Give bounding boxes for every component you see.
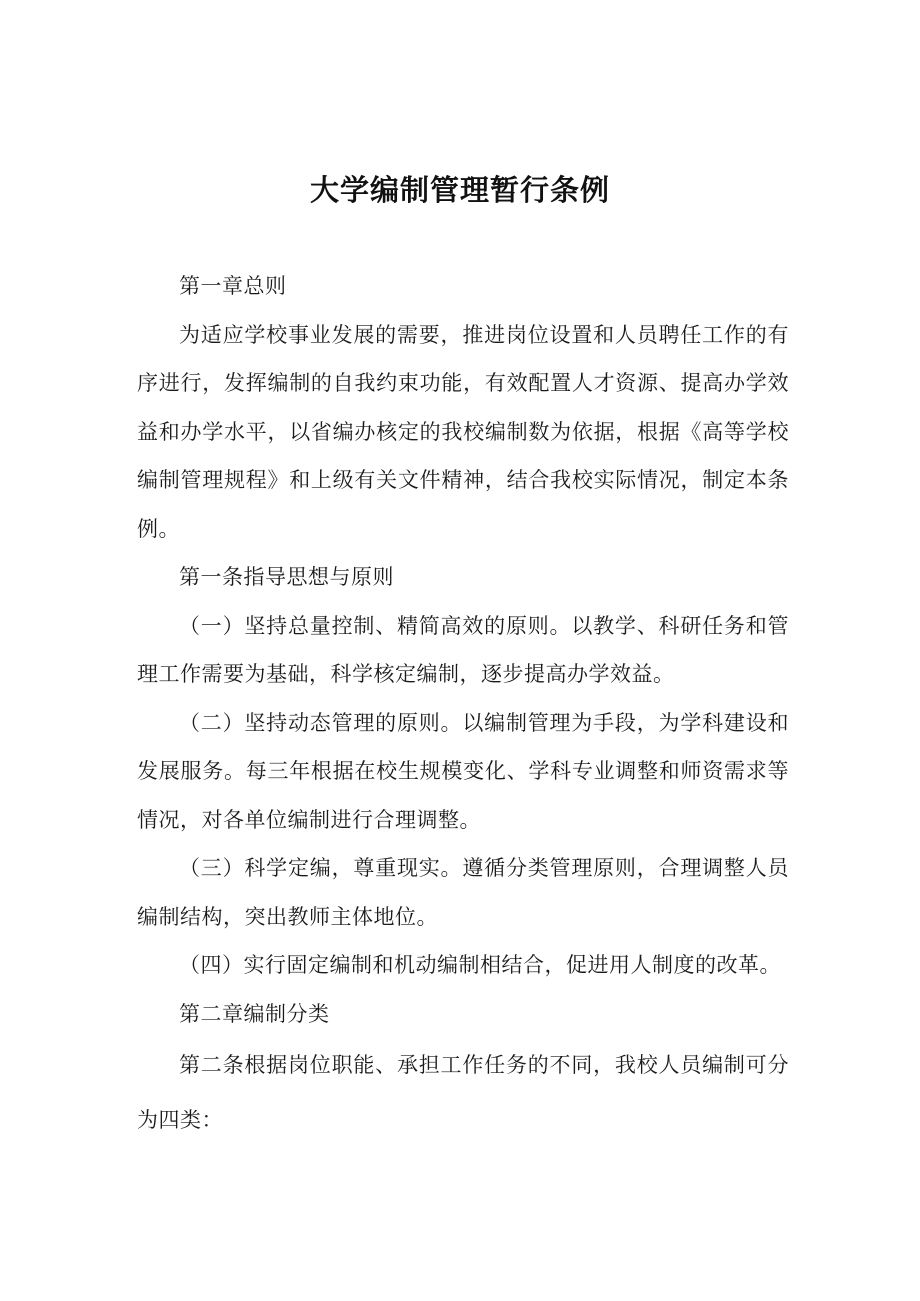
article-2-paragraph: 第二条根据岗位职能、承担工作任务的不同，我校人员编制可分为四类： xyxy=(137,1053,789,1132)
principle-3-paragraph: （三）科学定编，尊重现实。遵循分类管理原则，合理调整人员编制结构，突出教师主体地位。 xyxy=(137,856,789,929)
principle-2-paragraph: （二）坚持动态管理的原则。以编制管理为手段，为学科建设和发展服务。每三年根据在校生规模变化、学科专业调整和师资需求等情况，对各单位编制进行合理调整。 xyxy=(137,710,789,832)
chapter-1-heading: 第一章总则 xyxy=(179,274,287,298)
preamble-paragraph: 为适应学校事业发展的需要，推进岗位设置和人员聘任工作的有序进行，发挥编制的自我约束功能，有效配置人才资源、提高办学效益和办学水平，以省编办核定的我校编制数为依据，根据《高等学校编制管理规程》和上级有关文件精神，结合我校实际情况，制定本条例。 xyxy=(137,322,789,541)
principle-1-paragraph: （一）坚持总量控制、精简高效的原则。以教学、科研任务和管理工作需要为基础，科学核定编制，逐步提高办学效益。 xyxy=(137,613,789,686)
principle-4-paragraph: （四）实行固定编制和机动编制相结合，促进用人制度的改革。 xyxy=(179,953,781,977)
chapter-2-heading: 第二章编制分类 xyxy=(179,1001,330,1026)
article-1-heading: 第一条指导思想与原则 xyxy=(179,565,394,589)
document-title: 大学编制管理暂行条例 xyxy=(309,173,610,207)
document-body xyxy=(137,262,789,1148)
